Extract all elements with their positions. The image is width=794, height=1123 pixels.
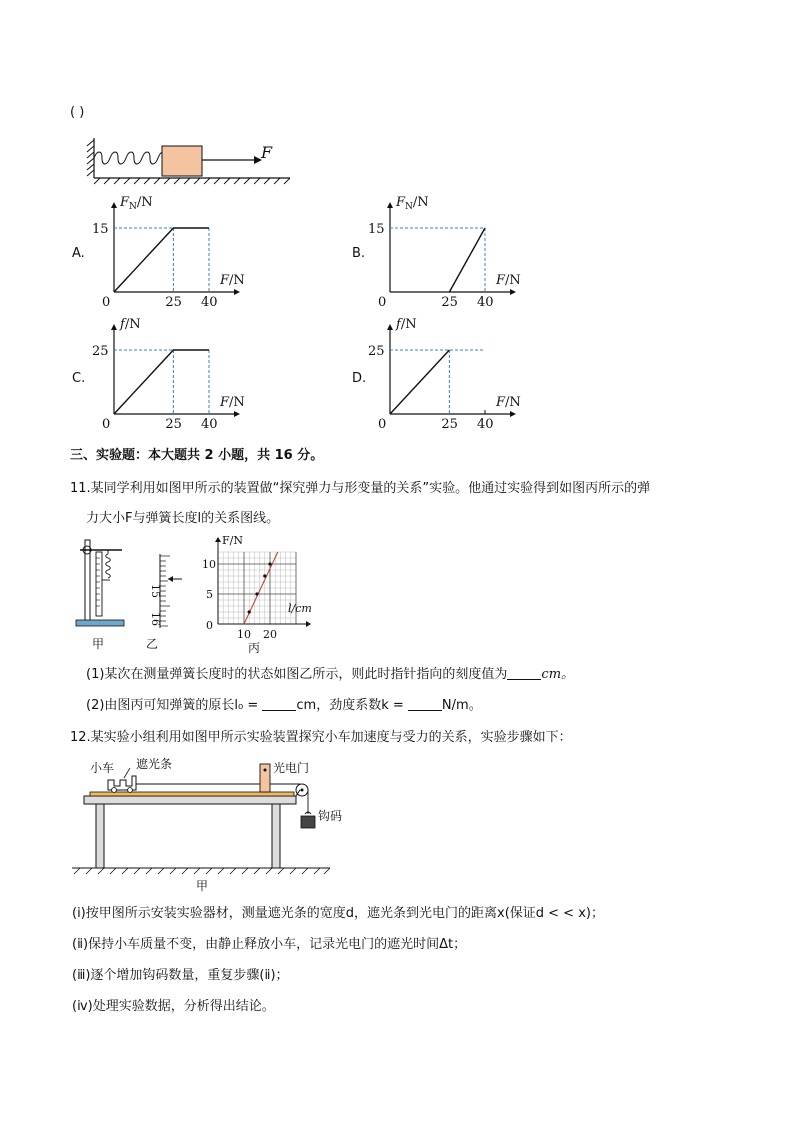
option-a-graph bbox=[86, 190, 266, 310]
block bbox=[162, 146, 202, 176]
q12-step-4: (ⅳ)处理实验数据，分析得出结论。 bbox=[72, 999, 275, 1014]
x-axis-arrow bbox=[510, 411, 516, 417]
option-d-letter: D. bbox=[352, 371, 367, 386]
y-axis-label: f/N bbox=[120, 317, 141, 332]
y-tick-label: 15 bbox=[92, 222, 109, 237]
section-heading: 三、实验题：本大题共 2 小题，共 16 分。 bbox=[70, 448, 324, 463]
data-line bbox=[114, 350, 209, 414]
x-axis-unit: /N bbox=[505, 273, 521, 288]
y-axis-arrow bbox=[387, 324, 393, 330]
x-axis-arrow bbox=[510, 289, 516, 295]
y-axis-unit: /N bbox=[136, 195, 153, 210]
x-axis-label: F/N bbox=[496, 395, 521, 410]
y-tick-5: 5 bbox=[206, 588, 213, 601]
q12-line1: 12.某实验小组利用如图甲所示实验装置探究小车加速度与受力的关系，实验步骤如下： bbox=[70, 730, 572, 745]
x-tick-20: 20 bbox=[263, 628, 277, 641]
photogate bbox=[260, 764, 270, 792]
origin-label: 0 bbox=[102, 295, 111, 310]
q12-step-1: (ⅰ)按甲图所示安装实验器材，测量遮光条的宽度d，遮光条到光电门的距离x(保证d < < x)； bbox=[72, 906, 604, 921]
x-tick-25: 25 bbox=[165, 417, 182, 432]
origin-label: 0 bbox=[378, 417, 387, 432]
x-axis-arrow bbox=[234, 289, 240, 295]
q11-sub1 bbox=[86, 666, 574, 684]
x-tick-40: 40 bbox=[201, 295, 218, 310]
label-jia: 甲 bbox=[92, 637, 105, 651]
q11-line1: 11.某同学利用如图甲所示的装置做“探究弹力与形变量的关系”实验。他通过实验得到如图丙所示的弹 bbox=[70, 481, 651, 496]
q11-sub2-mid: cm，劲度系数k = bbox=[296, 698, 404, 713]
option-d-graph bbox=[362, 312, 542, 432]
data-point bbox=[268, 562, 271, 565]
x-axis-unit: /N bbox=[229, 395, 245, 410]
x-tick-40: 40 bbox=[477, 295, 494, 310]
y-axis-unit: /N bbox=[124, 317, 141, 332]
q12-apparatus-figure bbox=[72, 754, 352, 894]
y-axis-unit: /N bbox=[412, 195, 429, 210]
data-point bbox=[248, 610, 251, 613]
q12-step-3: (ⅲ)逐个增加钩码数量，重复步骤(ⅱ)； bbox=[72, 968, 289, 983]
x-tick-25: 25 bbox=[165, 295, 182, 310]
y-tick-label: 15 bbox=[368, 222, 385, 237]
x-axis-arrow bbox=[234, 411, 240, 417]
option-b-letter: B. bbox=[352, 246, 366, 261]
y-axis-sub: N bbox=[405, 202, 413, 212]
q11-fig-jia bbox=[72, 536, 132, 651]
spring-block-figure bbox=[84, 134, 304, 188]
y-axis-label: $F_N/N$ bbox=[120, 195, 153, 212]
x-axis-arrow bbox=[306, 621, 311, 627]
data-point bbox=[263, 574, 266, 577]
y-axis-sub: N bbox=[129, 202, 137, 212]
y-tick-0: 0 bbox=[206, 619, 213, 632]
label-gate: 光电门 bbox=[273, 761, 310, 775]
y-axis-label: f/N bbox=[396, 317, 417, 332]
spring bbox=[94, 152, 172, 164]
y-axis-unit: /N bbox=[400, 317, 417, 332]
q11-fig-bing bbox=[196, 536, 326, 654]
y-tick-label: 25 bbox=[368, 344, 385, 359]
x-tick-40: 40 bbox=[201, 417, 218, 432]
y-tick-10: 10 bbox=[202, 558, 216, 571]
x-axis-label: F/N bbox=[220, 273, 245, 288]
label-strip: 遮光条 bbox=[136, 757, 173, 771]
y-tick-label: 25 bbox=[92, 344, 109, 359]
label-hook: 钩码 bbox=[318, 809, 343, 823]
data-line bbox=[390, 350, 449, 414]
y-axis-arrow bbox=[111, 202, 117, 208]
x-axis-unit: /N bbox=[505, 395, 521, 410]
q12-step-2: (ⅱ)保持小车质量不变，由静止释放小车，记录光电门的遮光时间Δt； bbox=[72, 937, 467, 952]
force-label: F bbox=[261, 143, 273, 162]
x-tick-40: 40 bbox=[477, 417, 494, 432]
answer-blank-3[interactable] bbox=[408, 697, 442, 711]
label-cart: 小车 bbox=[90, 761, 115, 775]
option-c-letter: C. bbox=[72, 371, 86, 386]
label-bing: 丙 bbox=[248, 641, 261, 655]
origin-label: 0 bbox=[102, 417, 111, 432]
data-line bbox=[449, 228, 485, 292]
x-axis-label: F/N bbox=[496, 273, 521, 288]
ruler-tick-15: 15 bbox=[149, 584, 162, 598]
q11-sub1-unit: cm。 bbox=[541, 667, 575, 682]
y-axis-arrow bbox=[387, 202, 393, 208]
data-line bbox=[114, 228, 209, 292]
y-axis-arrow bbox=[111, 324, 117, 330]
q11-sub2 bbox=[86, 697, 482, 715]
data-point bbox=[255, 592, 258, 595]
label-yi: 乙 bbox=[146, 637, 159, 651]
option-c-graph bbox=[86, 312, 266, 432]
option-b-graph bbox=[362, 190, 542, 310]
y-axis-label: F/N bbox=[222, 534, 243, 547]
answer-blank-2[interactable] bbox=[262, 697, 296, 711]
q11-sub2-text: (2)由图丙可知弹簧的原长l₀ = bbox=[86, 698, 259, 713]
y-axis-arrow bbox=[215, 537, 221, 542]
x-axis-unit: /N bbox=[229, 273, 245, 288]
q11-sub2-unit: N/m。 bbox=[441, 698, 482, 713]
x-tick-25: 25 bbox=[441, 295, 458, 310]
y-axis-label: $F_N/N$ bbox=[396, 195, 429, 212]
q11-fig-yi bbox=[138, 552, 198, 652]
x-tick-25: 25 bbox=[441, 417, 458, 432]
x-axis-label: l/cm bbox=[288, 602, 312, 615]
q11-line2: 力大小F与弹簧长度l的关系图线。 bbox=[86, 511, 280, 526]
label-jia-12: 甲 bbox=[196, 879, 209, 893]
option-a-letter: A. bbox=[72, 246, 85, 261]
x-tick-10: 10 bbox=[237, 628, 251, 641]
answer-blank-1[interactable] bbox=[507, 666, 541, 680]
x-axis-label: F/N bbox=[220, 395, 245, 410]
ruler-tick-16: 16 bbox=[149, 612, 162, 626]
answer-bracket: ( ) bbox=[70, 105, 85, 120]
origin-label: 0 bbox=[378, 295, 387, 310]
hook-weight bbox=[301, 816, 315, 828]
q11-sub1-text: (1)某次在测量弹簧长度时的状态如图乙所示，则此时指针指向的刻度值为 bbox=[86, 667, 508, 682]
